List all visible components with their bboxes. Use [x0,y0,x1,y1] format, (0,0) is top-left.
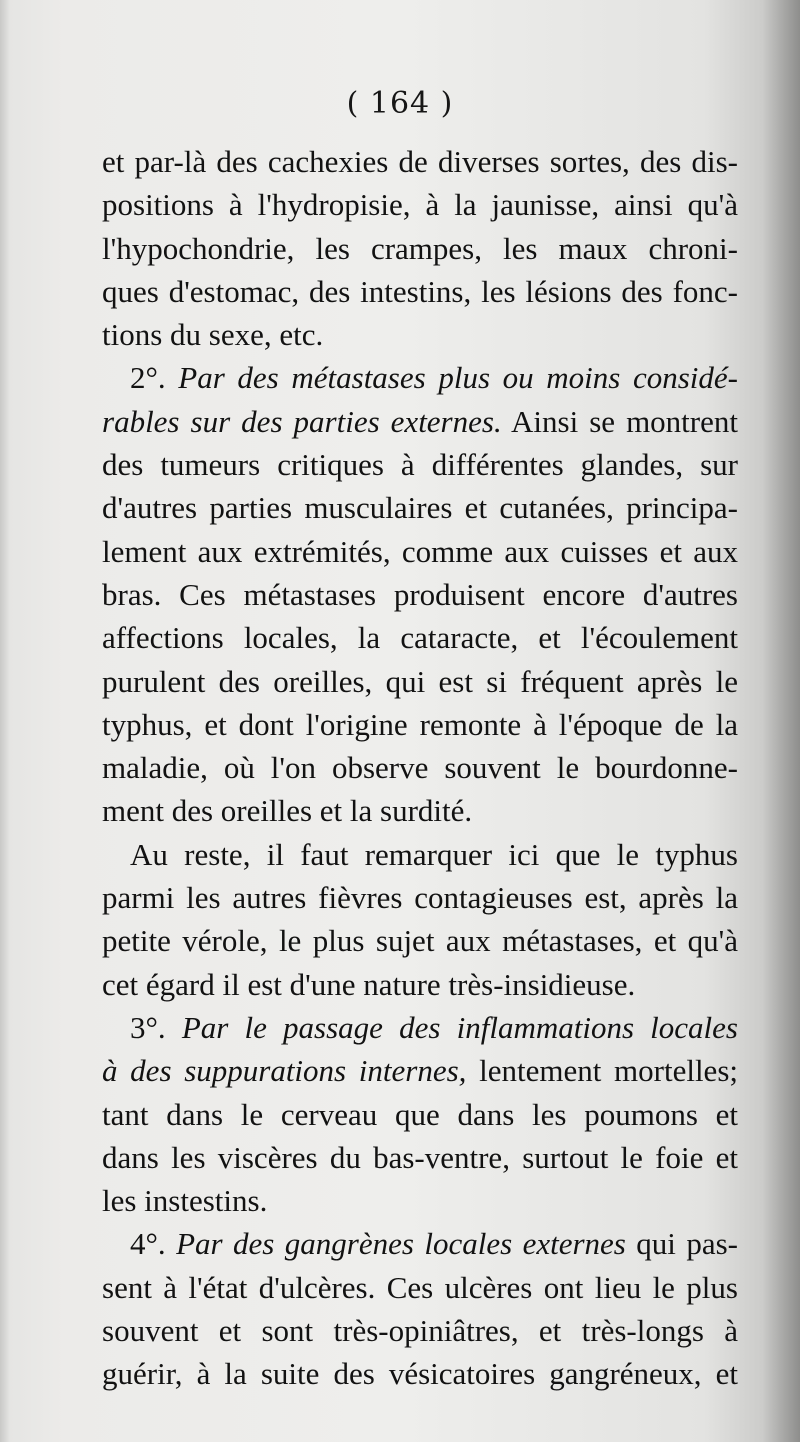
text-segment: 2°. [130,360,179,396]
text-segment: parmi les autres fièvres contagieuses est, après la [102,880,738,916]
text-line [102,227,738,270]
text-segment: et par-là des cachexies de diverses sortes, des dis- [102,144,738,179]
text-line [102,1006,738,1049]
text-segment: guérir, à la suite des vésicatoires gangréneux, et [102,1356,738,1392]
text-segment: typhus, et dont l'origine remonte à l'époque de la [102,706,738,742]
text-segment: d'autres parties musculaires et cutanées, principa- [102,490,738,526]
text-segment: ment des oreilles et la surdité. [102,793,473,829]
text-segment: affections locales, la cataracte, et l'écoulement [102,620,738,656]
text-segment: des tumeurs critiques à différentes glandes, sur [102,447,738,483]
text-segment: lentement mortelles; [466,1053,738,1089]
text-line [102,400,738,443]
text-line [102,356,738,399]
text-segment: Au reste, il faut remarquer ici que le typhus [130,836,738,872]
italic-text: à des suppurations internes, [102,1053,467,1089]
italic-text: rables sur des parties externes. [102,403,502,439]
text-line [102,746,738,789]
text-segment: sent à l'état d'ulcères. Ces ulcères ont lieu le plus [102,1269,738,1305]
text-line [102,1136,738,1179]
text-segment: souvent et sont très-opiniâtres, et très-longs à [102,1313,738,1349]
text-line [102,833,738,876]
text-line [102,1309,738,1352]
text-segment: tions du sexe, etc. [102,317,324,353]
text-line [102,183,738,226]
text-segment: purulent des oreilles, qui est si fréquent après le [102,663,738,699]
text-segment: cet égard il est d'une nature très-insidieuse. [102,966,636,1002]
text-segment: qui pas- [625,1226,738,1262]
text-line [102,270,738,313]
text-line [102,1179,738,1222]
italic-text: Par des gangrènes locales externes [176,1226,626,1262]
text-line [102,616,738,659]
page-edge-shadow [762,0,800,1442]
italic-text: Par le passage des inflammations locales [181,1009,738,1045]
text-segment: l'hypochondrie, les crampes, les maux chroni- [102,230,738,266]
text-segment: maladie, où l'on observe souvent le bourdonne- [102,750,738,786]
text-line [102,313,738,356]
text-segment: petite vérole, le plus sujet aux métastases, et qu'à [102,923,738,959]
text-segment: ques d'estomac, des intestins, les lésions des fonc- [102,273,738,309]
text-line [102,1352,738,1395]
text-line [102,1049,738,1092]
page-gutter-shadow [0,0,10,1442]
text-line [102,530,738,573]
text-line [102,789,738,832]
text-segment: Ainsi se montrent [501,403,738,439]
text-segment: 3°. [130,1009,182,1045]
text-line [102,1222,738,1265]
text-segment: tant dans le cerveau que dans les poumons et [102,1096,738,1132]
page-number: ( 164 ) [346,86,454,121]
text-line [102,1266,738,1309]
text-line [102,140,738,183]
text-line [102,876,738,919]
text-line [102,703,738,746]
italic-text: Par des métastases plus ou moins considé- [178,360,738,396]
text-segment: positions à l'hydropisie, à la jaunisse, ainsi qu'à [102,187,738,223]
text-line [102,660,738,703]
text-segment: bras. Ces métastases produisent encore d'autres [102,576,738,612]
text-line [102,919,738,962]
text-line [102,963,738,1006]
text-line [102,1093,738,1136]
text-segment: lement aux extrémités, comme aux cuisses et aux [102,533,738,569]
text-segment: les instestins. [102,1183,268,1219]
text-segment: dans les viscères du bas-ventre, surtout le foie et [102,1139,738,1175]
text-line [102,443,738,486]
text-line [102,573,738,616]
body-text [102,140,738,1396]
text-line [102,486,738,529]
text-segment: 4°. [130,1226,177,1262]
